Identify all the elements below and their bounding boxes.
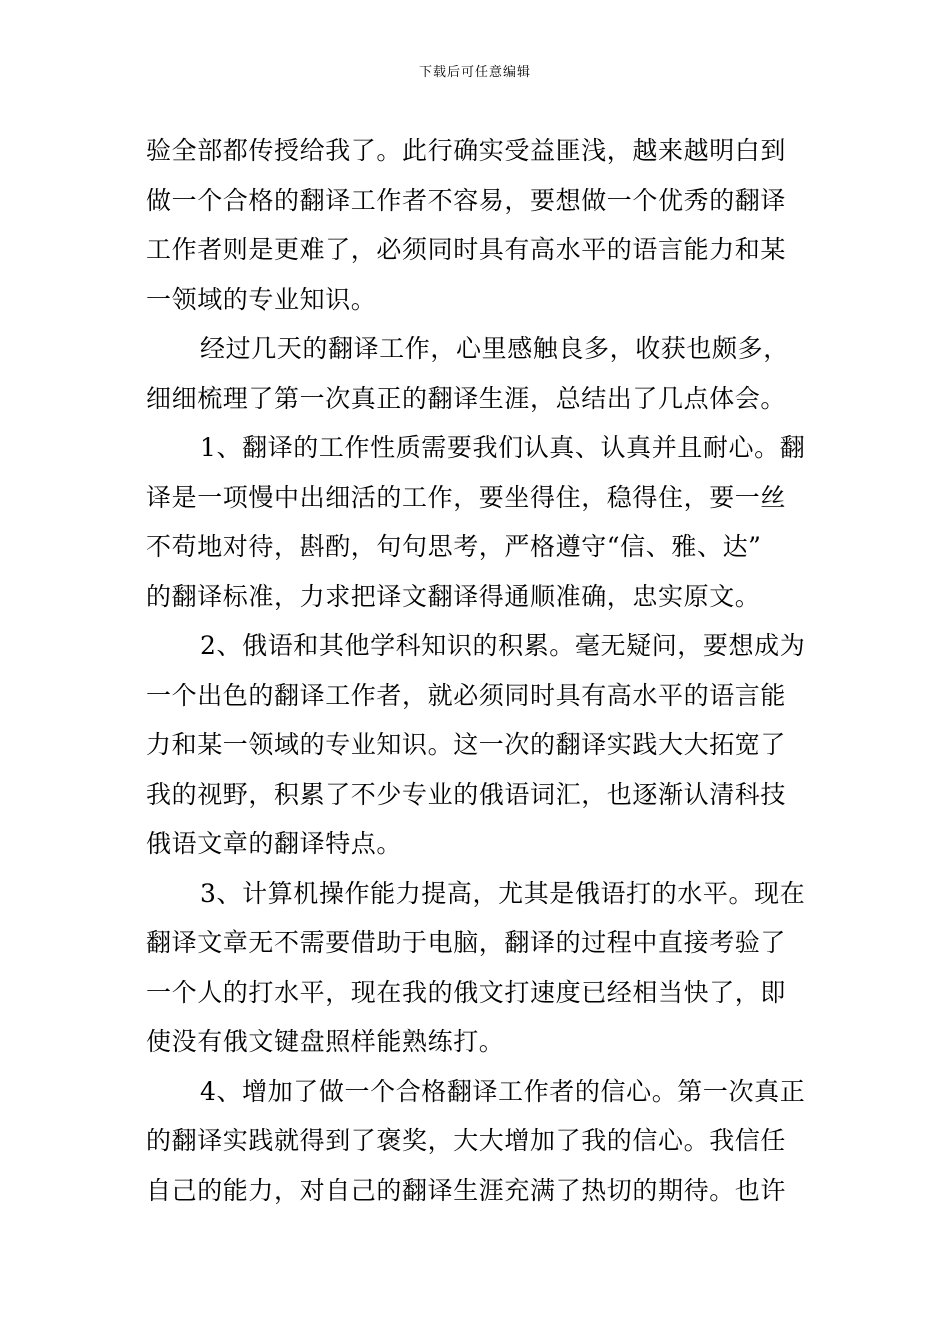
document-body — [146, 126, 806, 1215]
paragraph-first-line: 2、俄语和其他学科知识的积累。毫无疑问，要想成为 — [200, 631, 806, 660]
paragraph-first-line: 3、计算机操作能力提高，尤其是俄语打的水平。现在 — [200, 878, 806, 908]
paragraph-first-line: 1、翻译的工作性质需要我们认真、认真并且耐心。翻 — [200, 433, 806, 462]
text-line: 译是一项慢中出细活的工作，要坐得住，稳得住，要一丝 — [146, 482, 787, 512]
page-header: 下载后可任意编辑 — [418, 65, 531, 80]
text-line: 的翻译标准，力求把译文翻译得通顺准确，忠实原文。 — [146, 581, 761, 611]
text-line: 工作者则是更难了，必须同时具有高水平的语言能力和某 — [146, 235, 787, 264]
text-line: 一个人的打水平，现在我的俄文打速度已经相当快了，即 — [146, 977, 787, 1007]
text-line: 翻译文章无不需要借助于电脑，翻译的过程中直接考验了 — [146, 928, 787, 957]
text-line: 细细梳理了第一次真正的翻译生涯，总结出了几点体会。 — [146, 383, 787, 413]
text-line: 我的视野，积累了不少专业的俄语词汇，也逐渐认清科技 — [146, 779, 787, 809]
paragraph-first-line: 经过几天的翻译工作，心里感触良多，收获也颇多， — [200, 334, 789, 363]
text-line: 的翻译实践就得到了褒奖，大大增加了我的信心。我信任 — [146, 1126, 787, 1155]
paragraph-first-line: 4、增加了做一个合格翻译工作者的信心。第一次真正 — [200, 1076, 806, 1106]
text-line: 验全部都传授给我了。此行确实受益匪浅，越来越明白到 — [146, 136, 787, 165]
text-line: 一个出色的翻译工作者，就必须同时具有高水平的语言能 — [146, 680, 787, 710]
text-line: 做一个合格的翻译工作者不容易，要想做一个优秀的翻译 — [146, 185, 787, 215]
text-line: 俄语文章的翻译特点。 — [146, 829, 403, 858]
text-line: 一领域的专业知识。 — [146, 284, 377, 314]
text-line: 力和某一领域的专业知识。这一次的翻译实践大大拓宽了 — [146, 730, 787, 759]
text-line: 使没有俄文键盘照样能熟练打。 — [146, 1027, 505, 1056]
text-line: 不苟地对待，斟酌，句句思考，严格遵守“信、雅、达” — [146, 532, 762, 561]
text-line: 自己的能力，对自己的翻译生涯充满了热切的期待。也许 — [146, 1175, 787, 1205]
